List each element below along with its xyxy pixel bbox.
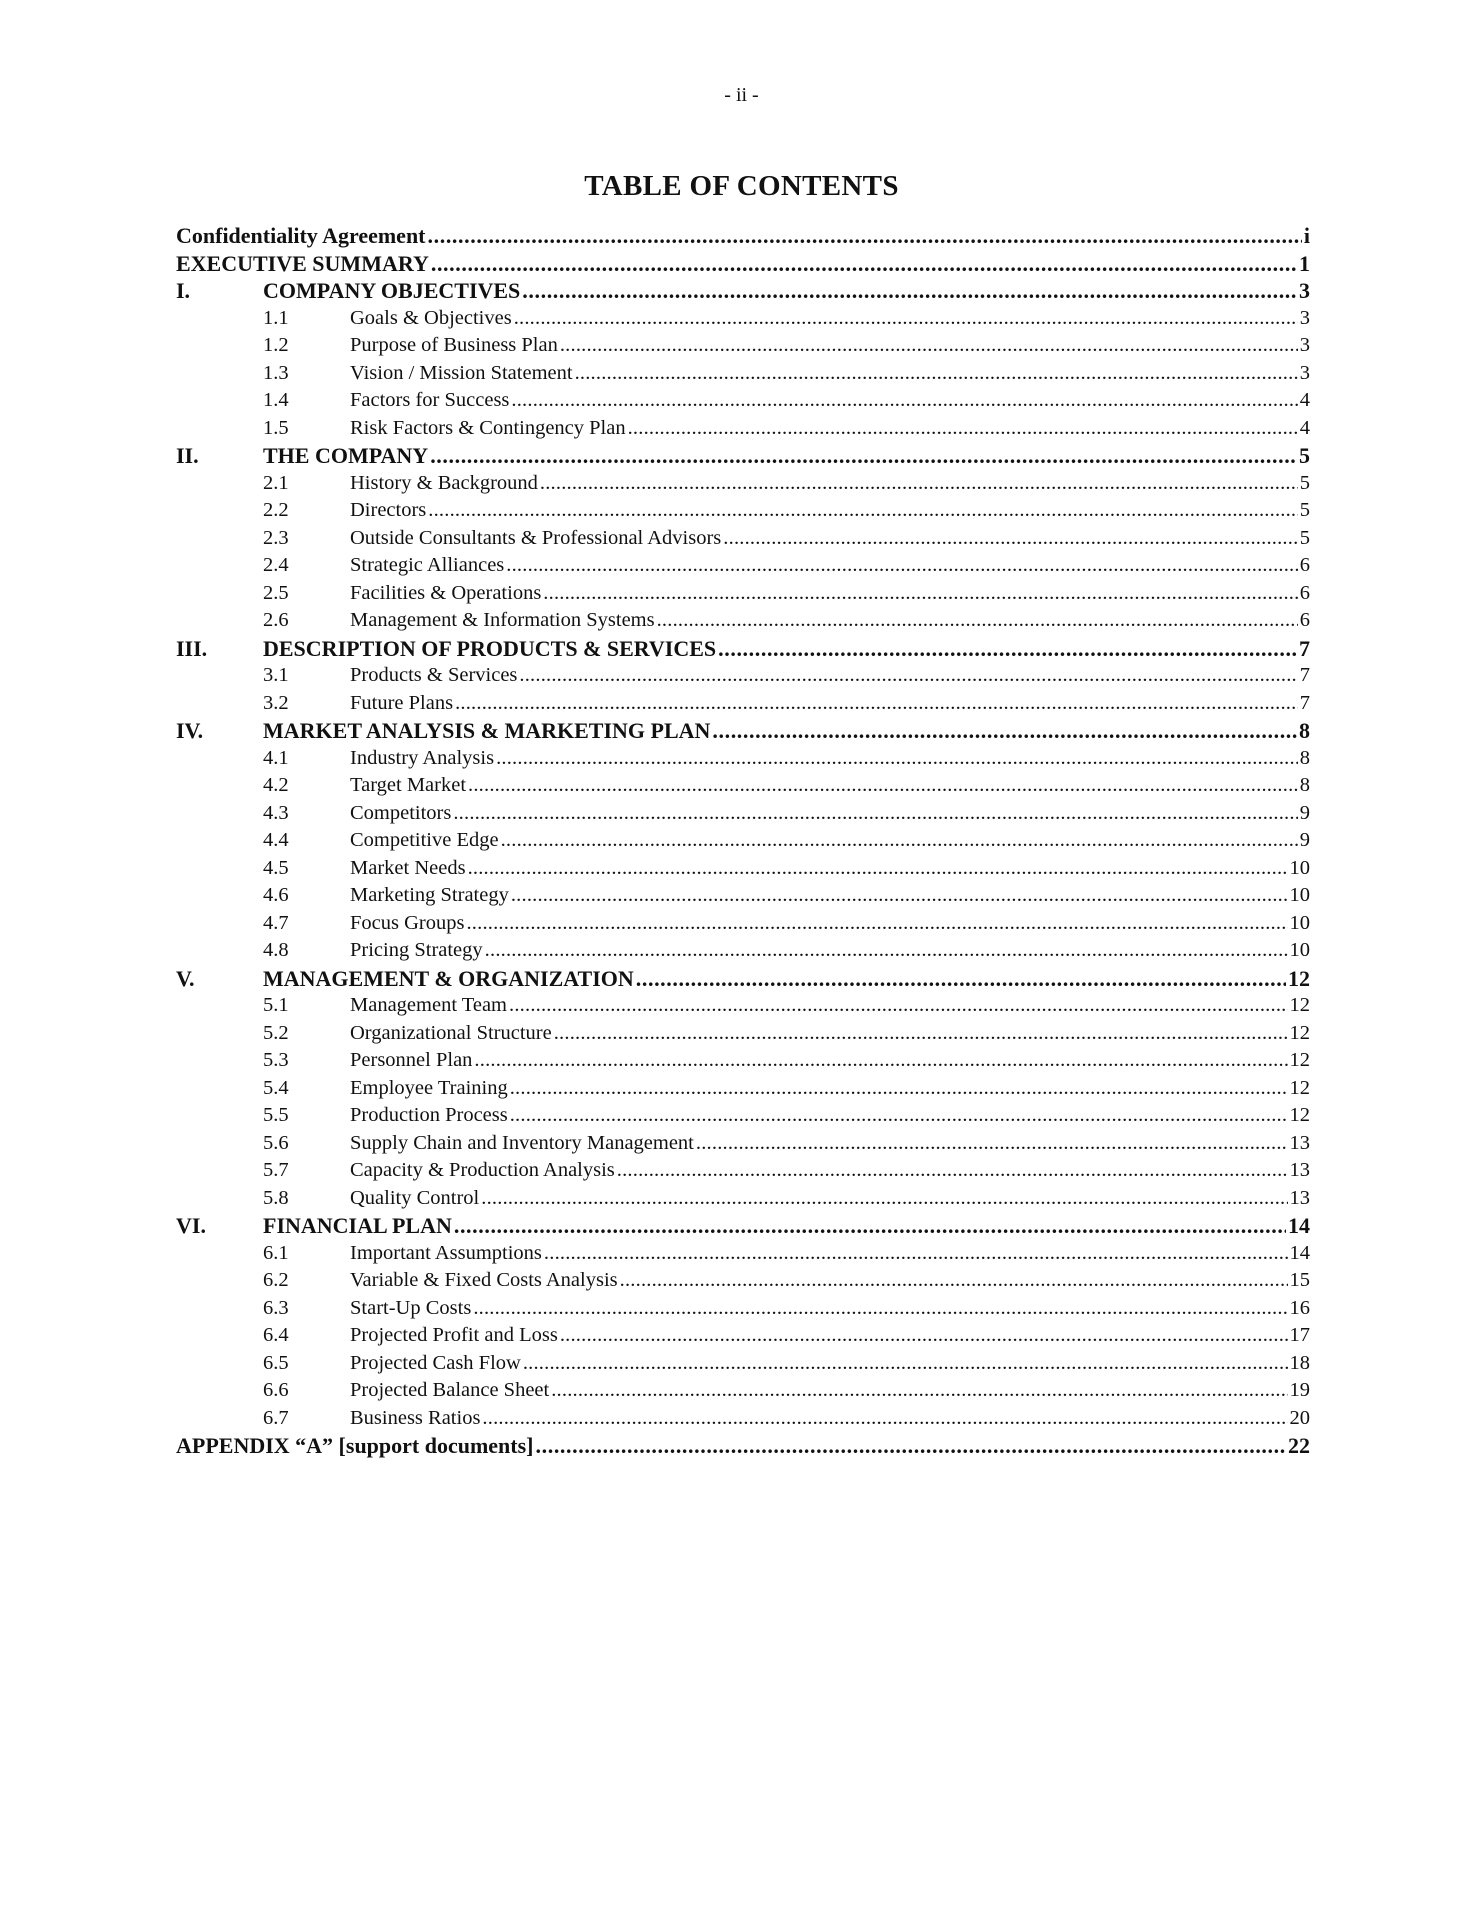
toc-entry[interactable] [176,992,1310,1020]
dot-leader [481,1185,1287,1213]
toc-entry-number: 2.5 [263,581,289,604]
toc-entry-label: Purpose of Business Plan [350,334,558,356]
toc-entry-page: 16 [1289,1296,1310,1319]
toc-entry-page: 3 [1299,306,1310,329]
toc-entry[interactable] [176,800,1310,828]
toc-entry-number: 1.4 [263,389,289,411]
dot-leader [485,937,1288,965]
toc-entry-label: DESCRIPTION OF PRODUCTS & SERVICES [263,635,717,661]
toc-entry-page: 5 [1299,526,1310,549]
dot-leader [522,277,1297,305]
toc-entry-label: Projected Cash Flow [350,1351,521,1374]
toc-entry-number: 6.5 [263,1351,289,1374]
toc-entry[interactable] [176,1185,1310,1213]
dot-leader [466,910,1287,938]
dot-leader [428,222,1302,250]
toc-entry[interactable] [176,332,1310,360]
toc-entry-number: 6.2 [263,1269,289,1291]
dot-leader [468,772,1298,800]
dot-leader [543,580,1297,608]
toc-entry-page: 10 [1289,884,1310,906]
dot-leader [575,360,1298,388]
toc-entry-number: 1.3 [263,361,289,384]
toc-entry-number: 5.5 [263,1104,289,1126]
toc-entry-page: 6 [1299,554,1310,576]
toc-entry-number: 2.4 [263,554,289,576]
toc-entry-label: Marketing Strategy [350,884,509,906]
dot-leader [506,552,1297,580]
toc-entry-label: Variable & Fixed Costs Analysis [350,1269,618,1291]
toc-entry-page: 10 [1289,939,1310,961]
toc-entry-page: 20 [1289,1406,1310,1429]
toc-entry-number: 6.3 [263,1296,289,1319]
dot-leader [540,470,1298,498]
toc-entry[interactable] [176,1157,1310,1185]
toc-entry-label: Management & Information Systems [350,609,655,631]
toc-entry-number: 1.1 [263,306,289,329]
toc-entry-label: Future Plans [350,691,454,714]
toc-entry-label: Important Assumptions [350,1241,542,1264]
toc-entry-label: Outside Consultants & Professional Advisors [350,526,722,549]
dot-leader [560,332,1298,360]
toc-entry[interactable] [176,470,1310,498]
toc-entry-number: 6.7 [263,1406,289,1429]
dot-leader [523,1350,1288,1378]
dot-leader [657,607,1298,635]
page-number: - ii - [724,84,759,106]
toc-entry[interactable] [176,772,1310,800]
toc-entry-number: 4.2 [263,774,289,796]
toc-entry-label: APPENDIX “A” [support documents] [176,1433,534,1458]
toc-entry-page: i [1303,223,1310,248]
toc-entry-label: Factors for Success [350,389,510,411]
toc-entry-label: COMPANY OBJECTIVES [263,278,521,303]
toc-entry[interactable] [176,607,1310,635]
toc-entry[interactable] [176,1377,1310,1405]
toc-entry[interactable] [176,855,1310,883]
toc-entry[interactable] [176,1020,1310,1048]
toc-entry-number: 6.4 [263,1324,289,1346]
dot-leader [501,827,1298,855]
dot-leader [468,855,1288,883]
dot-leader [474,1047,1287,1075]
toc-entry[interactable] [176,1267,1310,1295]
toc-entry-number: V. [176,965,195,991]
toc-entry-page: 7 [1299,635,1310,661]
toc-entry-label: Personnel Plan [350,1049,473,1071]
dot-leader [628,415,1298,443]
toc-entry-label: Competitive Edge [350,829,499,851]
toc-entry-number: 3.1 [263,664,289,686]
toc-entry-page: 12 [1289,1076,1310,1099]
toc-entry-label: THE COMPANY [263,443,429,468]
dot-leader [696,1130,1288,1158]
toc-entry-label: Products & Services [350,664,518,686]
dot-leader [560,1322,1288,1350]
toc-entry-number: 2.2 [263,499,289,521]
toc-entry[interactable] [176,717,1310,745]
toc-entry[interactable] [176,250,1310,278]
dot-leader [454,1212,1286,1240]
dot-leader [510,1102,1288,1130]
toc-entry-page: 3 [1299,361,1310,384]
toc-entry-number: IV. [176,718,204,743]
toc-entry-label: Quality Control [350,1186,480,1209]
toc-entry-page: 5 [1299,443,1310,468]
toc-entry-label: Management Team [350,994,508,1016]
toc-entry-number: 5.8 [263,1186,289,1209]
toc-entry-label: Goals & Objectives [350,306,512,329]
dot-leader [636,965,1286,993]
toc-entry-page: 19 [1289,1379,1310,1401]
toc-entry-page: 8 [1299,746,1310,769]
dot-leader [473,1295,1287,1323]
toc-entry[interactable] [176,580,1310,608]
toc-entry-number: 4.5 [263,856,289,879]
toc-entry[interactable] [176,1405,1310,1433]
toc-entry[interactable] [176,662,1310,690]
toc-entry-page: 12 [1289,1021,1310,1044]
toc-entry[interactable] [176,525,1310,553]
toc-entry-page: 17 [1289,1324,1310,1346]
toc-entry-number: 4.8 [263,939,289,961]
toc-entry[interactable] [176,882,1310,910]
dot-leader [431,250,1297,278]
dot-leader [430,442,1297,470]
toc-entry-page: 12 [1289,1104,1310,1126]
toc-entry[interactable] [176,690,1310,718]
toc-entry-label: MANAGEMENT & ORGANIZATION [263,965,634,991]
toc-entry-page: 10 [1289,856,1310,879]
toc-entry-label: Vision / Mission Statement [350,361,573,384]
toc-entry-label: MARKET ANALYSIS & MARKETING PLAN [263,718,711,743]
toc-entry-page: 9 [1299,829,1310,851]
dot-leader [536,1432,1286,1460]
toc-entry-page: 4 [1299,389,1310,411]
toc-entry-number: 2.6 [263,609,289,631]
toc-entry-page: 18 [1289,1351,1310,1374]
toc-entry-page: 4 [1299,416,1310,439]
toc-entry[interactable] [176,360,1310,388]
toc-entry-page: 7 [1299,691,1310,714]
toc-entry-label: Production Process [350,1104,508,1126]
toc-entry-page: 13 [1289,1159,1310,1181]
toc-entry-label: History & Background [350,471,538,494]
toc-entry-page: 13 [1289,1131,1310,1154]
toc-entry-label: Directors [350,499,427,521]
dot-leader [428,497,1297,525]
dot-leader [510,1075,1288,1103]
toc-entry[interactable] [176,635,1310,663]
toc-entry-page: 13 [1289,1186,1310,1209]
toc-entry[interactable] [176,442,1310,470]
toc-entry-page: 10 [1289,911,1310,934]
toc-entry-label: Projected Balance Sheet [350,1379,550,1401]
toc-entry-number: 5.6 [263,1131,289,1154]
toc-entry-page: 12 [1289,1049,1310,1071]
toc-entry[interactable] [176,937,1310,965]
toc-entry-label: Organizational Structure [350,1021,552,1044]
toc-entry-number: 6.6 [263,1379,289,1401]
toc-entry[interactable] [176,1102,1310,1130]
toc-entry-number: 5.1 [263,994,289,1016]
dot-leader [511,882,1288,910]
toc-entry-page: 7 [1299,664,1310,686]
toc-entry[interactable] [176,387,1310,415]
toc-entry-number: 5.7 [263,1159,289,1181]
toc-entry[interactable] [176,965,1310,993]
toc-entry-page: 15 [1289,1269,1310,1291]
toc-entry-page: 1 [1299,250,1310,276]
toc-entry[interactable] [176,497,1310,525]
toc-entry-number: 6.1 [263,1241,289,1264]
toc-entry-number: 1.5 [263,416,289,439]
dot-leader [620,1267,1288,1295]
toc-entry[interactable] [176,827,1310,855]
toc-entry[interactable] [176,1322,1310,1350]
toc-entry-number: 4.3 [263,801,289,824]
dot-leader [496,745,1298,773]
dot-leader [617,1157,1288,1185]
toc-entry[interactable] [176,1295,1310,1323]
dot-leader [509,992,1287,1020]
toc-entry[interactable] [176,910,1310,938]
toc-entry-label: Pricing Strategy [350,939,483,961]
toc-entry[interactable] [176,1432,1310,1460]
dot-leader [544,1240,1288,1268]
toc-entry-page: 14 [1289,1241,1310,1264]
toc-entry-label: Facilities & Operations [350,581,542,604]
toc-entry-label: Projected Profit and Loss [350,1324,558,1346]
dot-leader [723,525,1297,553]
toc-entry[interactable] [176,745,1310,773]
toc-entry-label: Employee Training [350,1076,508,1099]
toc-entry[interactable] [176,277,1310,305]
toc-entry-label: FINANCIAL PLAN [263,1213,452,1238]
toc-entry-label: Supply Chain and Inventory Management [350,1131,694,1154]
toc-entry-number: 3.2 [263,691,289,714]
toc-entry-label: Capacity & Production Analysis [350,1159,615,1181]
toc-entry-label: Market Needs [350,856,466,879]
toc-entry[interactable] [176,1240,1310,1268]
toc-entry-label: Confidentiality Agreement [176,223,426,248]
toc-entry-page: 12 [1289,994,1310,1016]
toc-entry-page: 5 [1299,471,1310,494]
dot-leader [551,1377,1287,1405]
toc-entry[interactable] [176,415,1310,443]
page-title: TABLE OF CONTENTS [584,170,899,202]
toc-entry-label: EXECUTIVE SUMMARY [176,250,429,276]
toc-entry-number: 4.1 [263,746,289,769]
toc-entry-number: 2.3 [263,526,289,549]
toc-entry-page: 14 [1288,1213,1310,1238]
toc-entry-number: 5.4 [263,1076,289,1099]
toc-entry-page: 3 [1299,334,1310,356]
toc-entry[interactable] [176,1047,1310,1075]
dot-leader [554,1020,1288,1048]
toc-entry[interactable] [176,1350,1310,1378]
toc-entry-number: 4.6 [263,884,289,906]
toc-entry[interactable] [176,1075,1310,1103]
toc-entry-number: I. [176,278,191,303]
toc-entry-number: II. [176,443,199,468]
toc-entry-number: 1.2 [263,334,289,356]
toc-entry-label: Start-Up Costs [350,1296,472,1319]
toc-entry-page: 6 [1299,581,1310,604]
toc-entry-number: 5.3 [263,1049,289,1071]
toc-entry-page: 8 [1299,774,1310,796]
toc-entry-label: Target Market [350,774,467,796]
toc-entry[interactable] [176,305,1310,333]
toc-entry-number: 2.1 [263,471,289,494]
toc-entry-page: 5 [1299,499,1310,521]
dot-leader [718,635,1297,663]
dot-leader [453,800,1297,828]
toc-entry-label: Industry Analysis [350,746,495,769]
toc-entry[interactable] [176,1212,1310,1240]
toc-entry-page: 12 [1288,965,1310,991]
toc-entry-number: 5.2 [263,1021,289,1044]
toc-entry-label: Focus Groups [350,911,465,934]
dot-leader [712,717,1297,745]
toc-entry-page: 22 [1288,1433,1310,1458]
toc-entry-number: 4.7 [263,911,289,934]
dot-leader [455,690,1298,718]
toc-entry-label: Risk Factors & Contingency Plan [350,416,626,439]
toc-entry-page: 6 [1299,609,1310,631]
toc-entry-page: 3 [1299,278,1310,303]
toc-entry[interactable] [176,552,1310,580]
toc-entry[interactable] [176,222,1310,250]
dot-leader [511,387,1297,415]
toc-entry-label: Competitors [350,801,452,824]
toc-entry-number: VI. [176,1213,206,1238]
toc-entry-label: Strategic Alliances [350,554,505,576]
dot-leader [514,305,1298,333]
toc-entry[interactable] [176,1130,1310,1158]
toc-entry-number: 4.4 [263,829,289,851]
toc-entry-label: Business Ratios [350,1406,481,1429]
toc-entry-page: 9 [1299,801,1310,824]
toc-list [176,222,1310,1460]
toc-entry-number: III. [176,635,208,661]
toc-entry-page: 8 [1299,718,1310,743]
dot-leader [519,662,1297,690]
dot-leader [482,1405,1287,1433]
